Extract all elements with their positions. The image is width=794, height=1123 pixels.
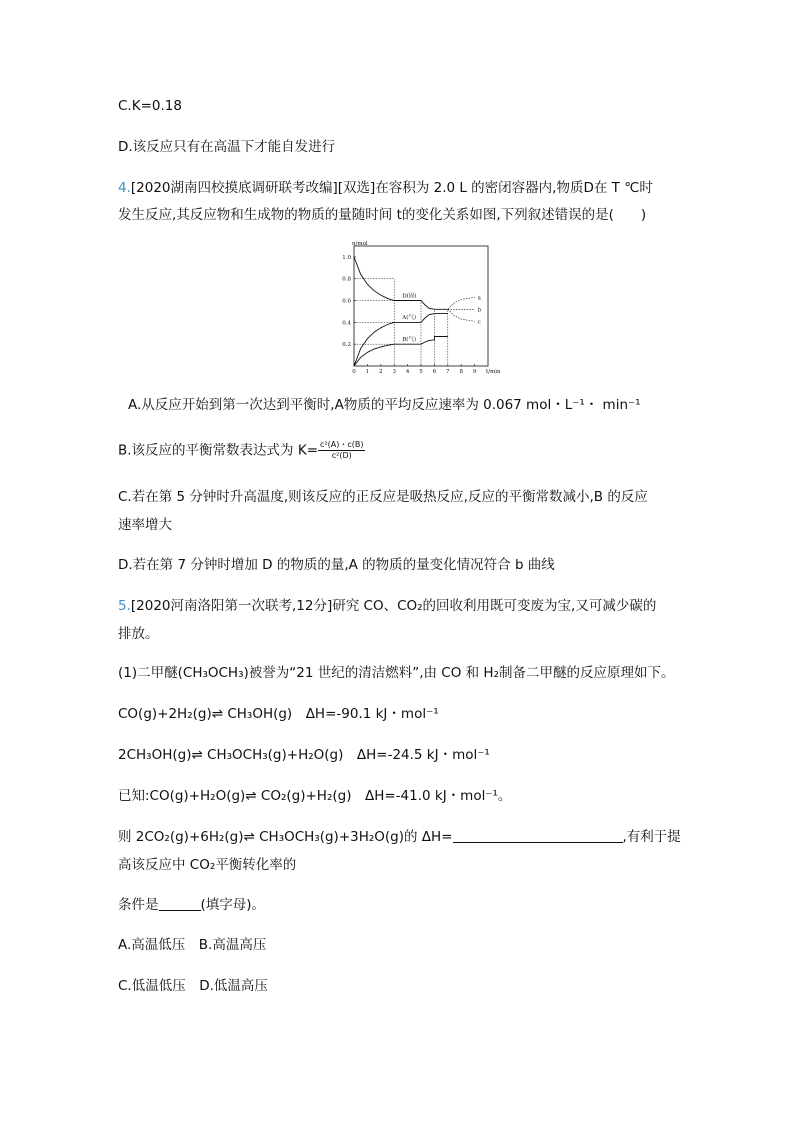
q4-option-b-denominator: c²(D) (331, 451, 352, 460)
q4-option-b-numerator: c²(A)・c(B) (320, 440, 364, 449)
x-tick-label: 1 (365, 369, 370, 375)
q4-option-c-line1: C.若在第 5 分钟时升高温度,则该反应的正反应是吸热反应,反应的平衡常数减小,B 的反应 (118, 489, 648, 505)
branch-label: c (477, 319, 481, 326)
q4-option-d: D.若在第 7 分钟时增加 D 的物质的量,A 的物质的量变化情况符合 b 曲线 (118, 557, 555, 573)
y-tick-label: 1.0 (342, 254, 351, 261)
y-tick-label: 0.2 (342, 342, 351, 349)
q5-equation-4 (118, 827, 681, 847)
q5-equation-3: 已知:CO(g)+H₂O(g)⇌ CO₂(g)+H₂(g) ΔH=-41.0 kJ・mol⁻¹。 (118, 788, 512, 804)
q5-equation-1: CO(g)+2H₂(g)⇌ CH₃OH(g) ΔH=-90.1 kJ・mol⁻¹ (118, 706, 439, 722)
branch-label: b (477, 307, 482, 314)
series-line (354, 337, 448, 367)
q5-number: 5. (118, 598, 131, 614)
y-tick-label: 0.4 (342, 320, 351, 327)
q4-option-b (118, 440, 365, 461)
q5-delta-h-blank[interactable] (453, 828, 623, 843)
q4-number: 4. (118, 180, 131, 196)
x-tick-label: 3 (392, 369, 396, 375)
q4-stem-line2: 发生反应,其反应物和生成物的物质的量随时间 t的变化关系如图,下列叙述错误的是( ) (118, 207, 647, 223)
x-tick-label: 4 (405, 369, 410, 375)
q5-stem-line1 (118, 596, 656, 616)
branch-curve (448, 309, 475, 321)
q5-condition (118, 895, 265, 915)
q5-choices-ab: A.高温低压 B.高温高压 (118, 937, 267, 953)
x-tick-label: 5 (419, 369, 423, 375)
x-tick-label: 9 (472, 369, 477, 375)
q5-eq4-prefix: 则 2CO₂(g)+6H₂(g)⇌ CH₃OCH₃(g)+3H₂O(g)的 ΔH= (118, 829, 453, 845)
q5-condition-blank[interactable] (159, 896, 201, 911)
q4-option-b-fraction (318, 440, 365, 461)
q4-stem-line1 (118, 178, 653, 198)
q5-eq4-suffix: ,有利于提 (622, 829, 681, 845)
series-label: A(气) (402, 315, 417, 322)
q4-chart (330, 240, 510, 380)
q5-choices-cd: C.低温低压 D.低温高压 (118, 978, 268, 994)
branch-label: a (477, 295, 481, 302)
branch-curve (448, 297, 475, 309)
y-tick-label: 0.6 (342, 298, 351, 305)
series-label: D(固) (402, 293, 417, 300)
q4-text-line1: [2020湖南四校摸底调研联考改编][双选]在容积为 2.0 L 的密闭容器内,物质D在 T ℃时 (130, 180, 653, 196)
q5-stem-line2: 排放。 (118, 626, 159, 642)
q5-eq4-line2: 高该反应中 CO₂平衡转化率的 (118, 857, 297, 873)
x-tick-label: 2 (379, 369, 383, 375)
q5-condition-prefix: 条件是 (118, 897, 159, 913)
x-tick-label: 7 (446, 369, 450, 375)
q5-condition-suffix: (填字母)。 (200, 897, 266, 913)
q4-option-b-prefix: B.该反应的平衡常数表达式为 K= (118, 442, 319, 459)
option-d-prev: D.该反应只有在高温下才能自发进行 (118, 139, 336, 155)
q5-equation-2: 2CH₃OH(g)⇌ CH₃OCH₃(g)+H₂O(g) ΔH=-24.5 kJ・mol⁻¹ (118, 747, 490, 763)
y-axis-label: n/mol (352, 241, 368, 247)
option-c-prev: C.K=0.18 (118, 98, 182, 114)
x-tick-label: 0 (352, 369, 356, 375)
q5-part1: (1)二甲醚(CH₃OCH₃)被誉为“21 世纪的清洁燃料”,由 CO 和 H₂制备二甲醚的反应原理如下。 (118, 665, 675, 681)
y-tick-label: 0.8 (342, 276, 351, 283)
q4-option-c-line2: 速率增大 (118, 517, 172, 533)
q4-option-a: A.从反应开始到第一次达到平衡时,A物质的平均反应速率为 0.067 mol・L⁻¹・ min⁻¹ (128, 397, 641, 413)
x-tick-label: 6 (432, 369, 437, 375)
x-axis-label: t/min (486, 369, 501, 375)
q5-text-line1: [2020河南洛阳第一次联考,12分]研究 CO、CO₂的回收利用既可变废为宝,又可减少碳的 (130, 598, 657, 614)
series-label: B(气) (402, 336, 417, 343)
series-line (354, 257, 448, 309)
x-tick-label: 8 (459, 369, 463, 375)
